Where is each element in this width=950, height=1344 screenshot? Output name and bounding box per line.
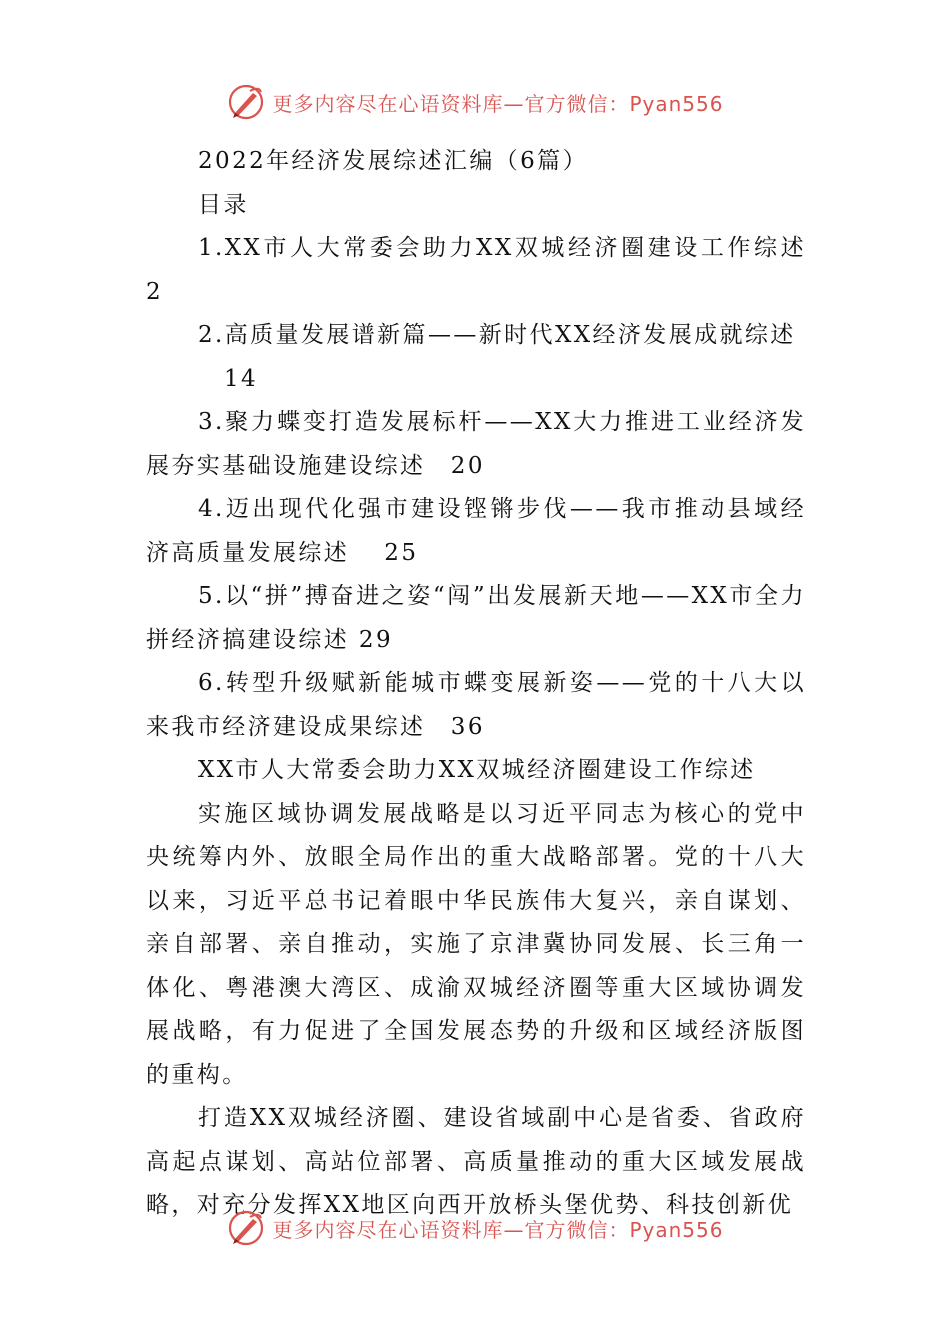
- paragraph-1: 实施区域协调发展战略是以习近平同志为核心的党中央统筹内外、放眼全局作出的重大战略部署。党的十八大以来，习近平总书记着眼中华民族伟大复兴，亲自谋划、亲自部署、亲自推动，实施了京津冀协同发展、长三角一体化、粤港澳大湾区、成渝双城经济圈等重大区域协调发展战略，有力促进了全国发展态势的升级和区域经济版图的重构。: [146, 800, 806, 1088]
- paragraph-2: 打造XX双城经济圈、建设省域副中心是省委、省政府高起点谋划、高站位部署、高质量推动的重大区域发展战略，对充分发挥XX地区向西开放桥头堡优势、科技创新优: [146, 1105, 806, 1218]
- toc-heading: 目录: [198, 191, 249, 218]
- header-banner: [0, 80, 950, 124]
- footer-banner: [0, 1206, 950, 1250]
- toc-item-3: 3.聚力蝶变打造发展标杆——XX大力推进工业经济发展夯实基础设施建设综述 20: [146, 409, 806, 479]
- banner-text: 更多内容尽在心语资料库—官方微信：Pyan556: [272, 1217, 724, 1242]
- banner-text: 更多内容尽在心语资料库—官方微信：Pyan556: [272, 91, 724, 116]
- toc-item-2-title: 2.高质量发展谱新篇——新时代XX经济发展成就综述: [198, 322, 796, 348]
- toc-item-5: 5.以“拼”搏奋进之姿“闯”出发展新天地——XX市全力拼经济搞建设综述 29: [146, 583, 806, 653]
- document-title: 2022年经济发展综述汇编（6篇）: [198, 148, 588, 174]
- document-body: [146, 140, 806, 1228]
- pen-logo-icon: [226, 1208, 266, 1248]
- article-title: XX市人大常委会助力XX双城经济圈建设工作综述: [198, 757, 756, 783]
- pen-logo-icon: [226, 82, 266, 122]
- toc-item-6: 6.转型升级赋新能城市蝶变展新姿——党的十八大以来我市经济建设成果综述 36: [146, 670, 806, 740]
- toc-item-2-page: 14: [224, 365, 259, 392]
- toc-item-1: 1.XX市人大常委会助力XX双城经济圈建设工作综述 2: [146, 235, 806, 305]
- toc-item-2: [146, 314, 806, 401]
- toc-item-4: 4.迈出现代化强市建设铿锵步伐——我市推动县域经济高质量发展综述 25: [146, 496, 806, 566]
